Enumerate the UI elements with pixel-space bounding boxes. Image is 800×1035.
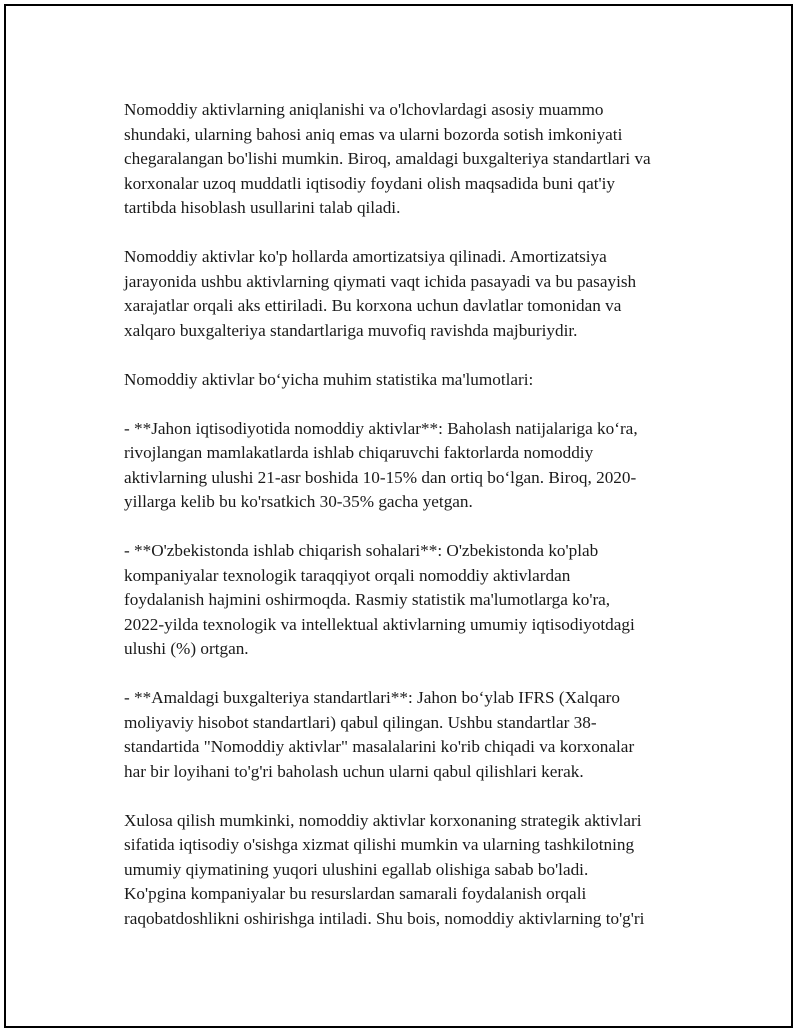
paragraph-conclusion: Xulosa qilish mumkinki, nomoddiy aktivlar korxonaning strategik aktivlari sifatida iqtisodiy o'sishga xizmat qilishi mumkin va ularning tashkilotning umumiy qiymatining yuqori ulushini egallab olishiga sabab bo'ladi. Ko'pgina kompaniyalar bu resurslardan samarali foydalanish orqali raqobatdoshlikni oshirishga intiladi. Shu bois, nomoddiy aktivlarning to'g'ri — [124, 810, 645, 928]
document-body — [124, 98, 684, 956]
paragraph-statistics-heading: Nomoddiy aktivlar bo‘yicha muhim statistika ma'lumotlari: — [124, 369, 534, 389]
list-item-world-economy: - **Jahon iqtisodiyotida nomoddiy aktivlar**: Baholash natijalariga ko‘ra, rivojlangan mamlakatlarda ishlab chiqaruvchi faktorlarda nomoddiy aktivlarning ulushi 21-asr boshida 10-15% dan ortiq bo‘lgan. Biroq, 2020- yillarga kelib bu ko'rsatkich 30-35% gacha yetgan. — [124, 418, 638, 511]
page-frame — [4, 4, 793, 1028]
list-item-accounting-standards: - **Amaldagi buxgalteriya standartlari**: Jahon bo‘ylab IFRS (Xalqaro moliyaviy hisobot standartlari) qabul qilingan. Ushbu standartlar 38- standartida "Nomoddiy aktivlar" masalalarini ko'rib chiqadi va korxonalar har bir loyihani to'g'ri baholash uchun ularni qabul qilishlari kerak. — [124, 688, 635, 781]
list-item-uzbekistan: - **O'zbekistonda ishlab chiqarish sohalari**: O'zbekistonda ko'plab kompaniyalar texnologik taraqqiyot orqali nomoddiy aktivlardan foydalanish hajmini oshirmoqda. Rasmiy statistik ma'lumotlarga ko'ra, 2022-yilda texnologik va intellektual aktivlarning umumiy iqtisodiyotdagi ulushi (%) ortgan. — [124, 541, 635, 658]
paragraph-intro: Nomoddiy aktivlarning aniqlanishi va o'lchovlardagi asosiy muammo shundaki, ularning bahosi aniq emas va ularni bozorda sotish imkoniyati chegaralangan bo'lishi mumkin. Biroq, amaldagi buxgalteriya standartlari va korxonalar uzoq muddatli iqtisodiy foydani olish maqsadida buni qat'iy tartibda hisoblash usullarini talab qiladi. — [124, 100, 651, 217]
paragraph-amortization: Nomoddiy aktivlar ko'p hollarda amortizatsiya qilinadi. Amortizatsiya jarayonida ushbu aktivlarning qiymati vaqt ichida pasayadi va bu pasayish xarajatlar orqali aks ettiriladi. Bu korxona uchun davlatlar tomonidan va xalqaro buxgalteriya standartlariga muvofiq ravishda majburiydir. — [124, 247, 637, 340]
